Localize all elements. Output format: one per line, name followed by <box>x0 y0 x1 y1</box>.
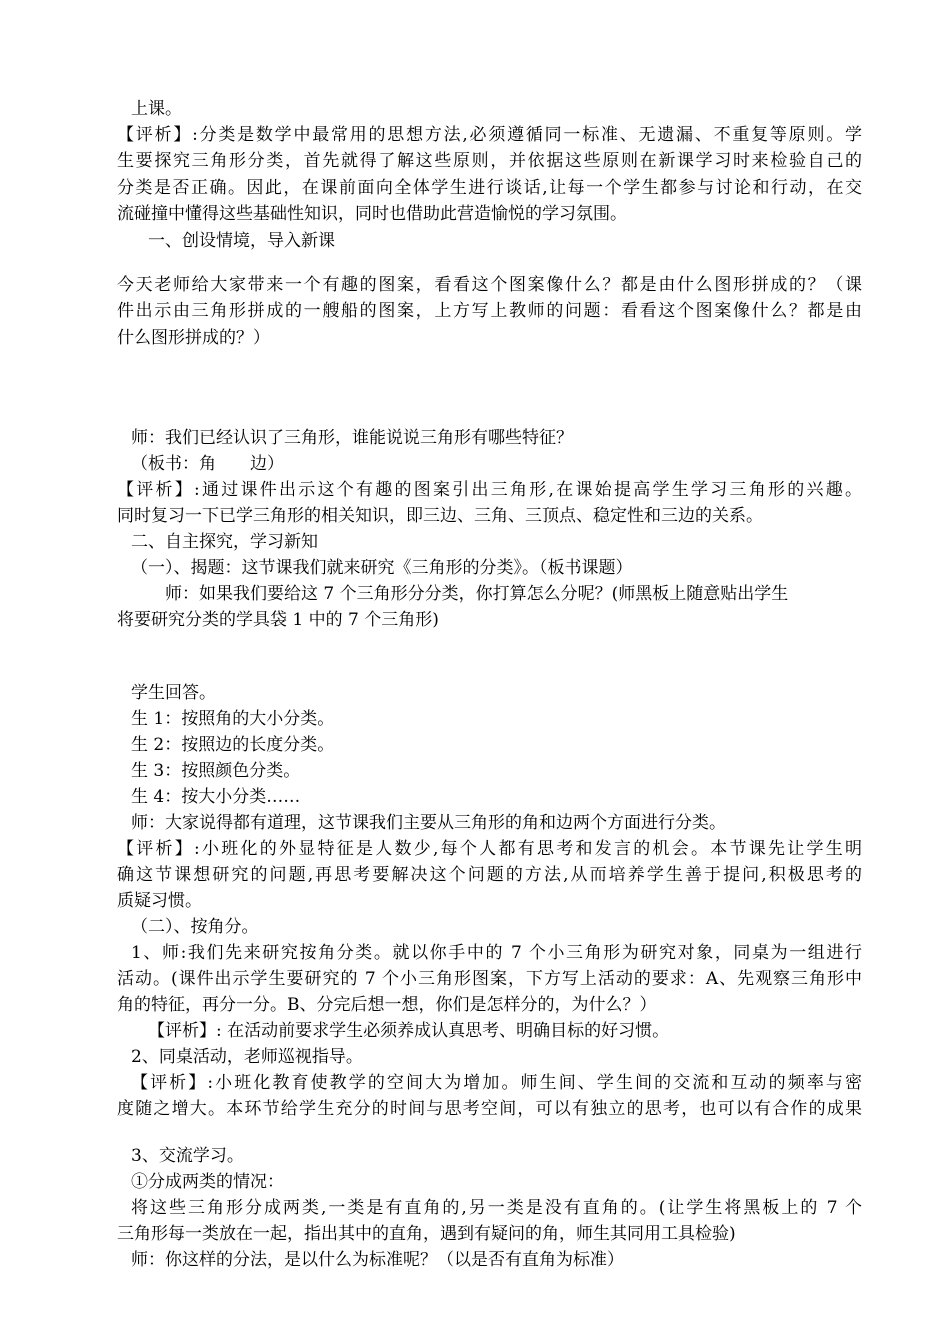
section-heading: （二）、按角分。 <box>131 917 259 937</box>
text-line: 什么图形拼成的？） <box>117 328 270 348</box>
text-line: 师：我们已经认识了三角形，谁能说说三角形有哪些特征？ <box>131 428 573 448</box>
text-line: 确这节课想研究的问题,再思考要解决这个问题的方法,从而培养学生善于提问,积极思考的 <box>117 865 862 885</box>
text-line: 三角形每一类放在一起，指出其中的直角，遇到有疑问的角，师生其同用工具检验) <box>117 1224 736 1244</box>
text-line: 今天老师给大家带来一个有趣的图案，看看这个图案像什么？都是由什么图形拼成的？（课 <box>117 275 862 295</box>
text-line: 度随之增大。本环节给学生充分的时间与思考空间，可以有独立的思考，也可以有合作的成果 <box>117 1099 862 1119</box>
text-line: 【评析】:分类是数学中最常用的思想方法,必须遵循同一标准、无遗漏、不重复等原则。学 <box>117 125 862 145</box>
text-line: 活动。(课件出示学生要研究的 7 个小三角形图案，下方写上活动的要求：A、先观察三角形中 <box>117 969 862 989</box>
text-line: （一）、揭题：这节课我们就来研究《三角形的分类》。（板书课题） <box>131 558 633 578</box>
text-line: 【评析】:通过课件出示这个有趣的图案引出三角形,在课始提高学生学习三角形的兴趣。 <box>117 480 862 500</box>
text-line: 将这些三角形分成两类,一类是有直角的,另一类是没有直角的。(让学生将黑板上的 7 个 <box>131 1198 862 1218</box>
text-line: ①分成两类的情况： <box>131 1172 284 1192</box>
text-line: 生 3：按照颜色分类。 <box>131 761 301 781</box>
text-line: 件出示由三角形拼成的一艘船的图案，上方写上教师的问题：看看这个图案像什么？都是由 <box>117 301 862 321</box>
text-line: 师：大家说得都有道理，这节课我们主要从三角形的角和边两个方面进行分类。 <box>131 813 726 833</box>
text-line: 学生回答。 <box>131 683 216 703</box>
text-line: 1、师:我们先来研究按角分类。就以你手中的 7 个小三角形为研究对象，同桌为一组进行 <box>131 943 862 963</box>
text-line: 生 2：按照边的长度分类。 <box>131 735 335 755</box>
text-line: 质疑习惯。 <box>117 891 202 911</box>
section-heading: 二、自主探究，学习新知 <box>131 532 318 552</box>
text-line: 【评析】:小班化教育使教学的空间大为增加。师生间、学生间的交流和互动的频率与密 <box>131 1073 862 1093</box>
text-line: 上课。 <box>131 99 182 119</box>
text-line: 同时复习一下已学三角形的相关知识，即三边、三角、三顶点、稳定性和三边的关系。 <box>117 506 763 526</box>
text-line: 2、同桌活动，老师巡视指导。 <box>131 1047 363 1067</box>
text-line: 生 1：按照角的大小分类。 <box>131 709 335 729</box>
text-line: 生要探究三角形分类，首先就得了解这些原则，并依据这些原则在新课学习时来检验自己的 <box>117 151 862 171</box>
text-line: 将要研究分类的学具袋 1 中的 7 个三角形) <box>117 610 439 630</box>
text-line: 角的特征，再分一分。B、分完后想一想，你们是怎样分的，为什么？） <box>117 995 657 1015</box>
text-line: （板书：角 边） <box>131 454 284 474</box>
text-line: 生 4：按大小分类…… <box>131 787 301 807</box>
text-line: 流碰撞中懂得这些基础性知识，同时也借助此营造愉悦的学习氛围。 <box>117 204 627 224</box>
text-line: 【评析】:小班化的外显特征是人数少,每个人都有思考和发言的机会。本节课先让学生明 <box>117 839 862 859</box>
text-line: 【评析】: 在活动前要求学生必须养成认真思考、明确目标的好习惯。 <box>148 1021 670 1041</box>
text-line: 师：你这样的分法，是以什么为标准呢？（以是否有直角为标准） <box>131 1250 624 1270</box>
text-line: 3、交流学习。 <box>131 1146 244 1166</box>
text-line: 师：如果我们要给这 7 个三角形分分类，你打算怎么分呢？(师黑板上随意贴出学生 <box>165 584 789 604</box>
section-heading: 一、创设情境，导入新课 <box>148 231 335 251</box>
text-line: 分类是否正确。因此，在课前面向全体学生进行谈话,让每一个学生都参与讨论和行动，在交 <box>117 178 862 198</box>
